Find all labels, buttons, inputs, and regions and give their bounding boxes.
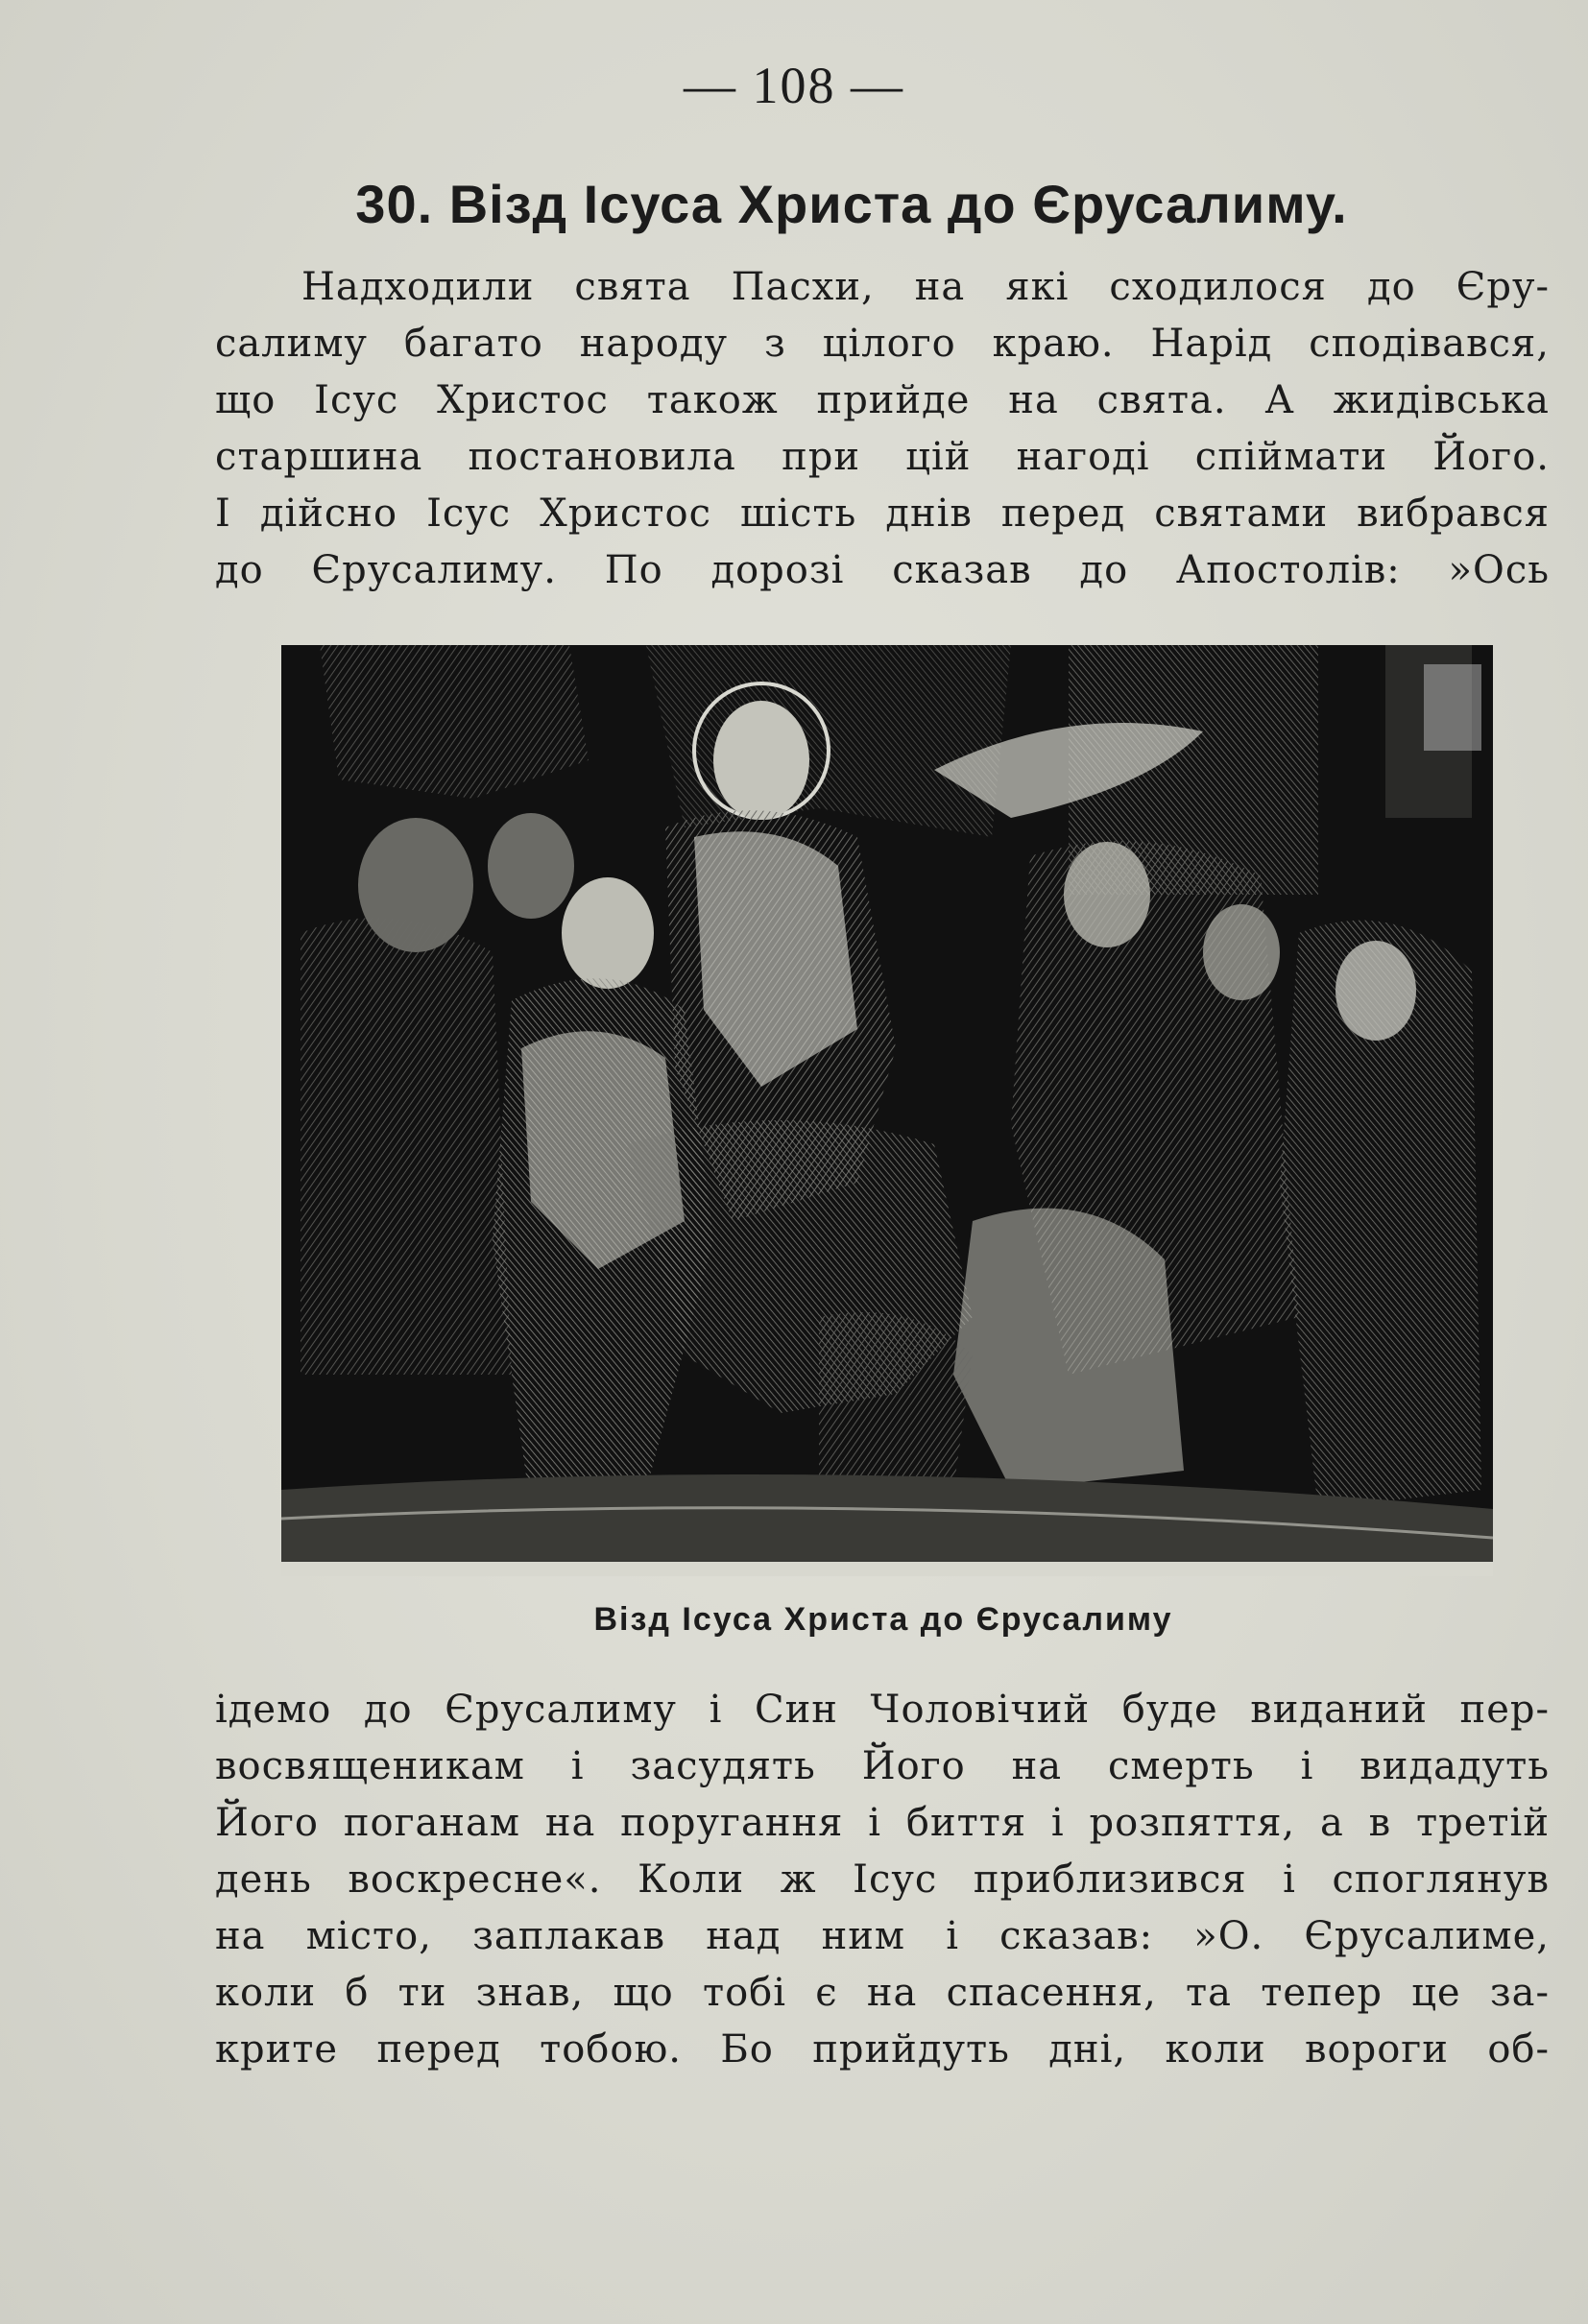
text-line: Надходили свята Пасхи, на які сходилося до Єру-: [301, 265, 1550, 309]
text-line: до Єрусалиму. По дорозі сказав до Апостолів: »Ось: [215, 548, 1550, 592]
text-line: Його поганам на поругання і биття і розпяття, а в третій: [215, 1801, 1550, 1845]
entry-into-jerusalem-icon: [281, 645, 1493, 1576]
engraving-illustration: [281, 645, 1493, 1576]
text-line: ідемо до Єрусалиму і Син Чоловічий буде виданий пер-: [215, 1688, 1550, 1732]
text-line: І дійсно Ісус Христос шість днів перед святами вибрався: [215, 491, 1550, 536]
paragraph-2: [215, 1682, 1550, 2078]
paragraph-1: [215, 259, 1550, 599]
text-line: крите перед тобою. Бо прийдуть дні, коли вороги об-: [215, 2027, 1550, 2072]
chapter-title: 30. Візд Ісуса Христа до Єрусалиму.: [355, 174, 1348, 234]
text-line: старшина постановила при цій нагоді спіймати Його.: [215, 435, 1550, 479]
illustration-caption: Візд Ісуса Христа до Єрусалиму: [593, 1601, 1173, 1638]
text-line: день воскресне«. Коли ж Ісус приблизився і споглянув: [215, 1857, 1550, 1902]
text-line: салиму багато народу з цілого краю. Нарід сподівався,: [215, 322, 1550, 366]
text-line: що Ісус Христос також прийде на свята. А жидівська: [215, 378, 1550, 422]
text-line: на місто, заплакав над ним і сказав: »О. Єрусалиме,: [215, 1914, 1550, 1958]
text-line: коли б ти знав, що тобі є на спасення, та тепер це за-: [215, 1971, 1550, 2015]
text-line: восвященикам і засудять Його на смерть і видадуть: [215, 1744, 1550, 1788]
page-number: — 108 —: [684, 57, 904, 114]
